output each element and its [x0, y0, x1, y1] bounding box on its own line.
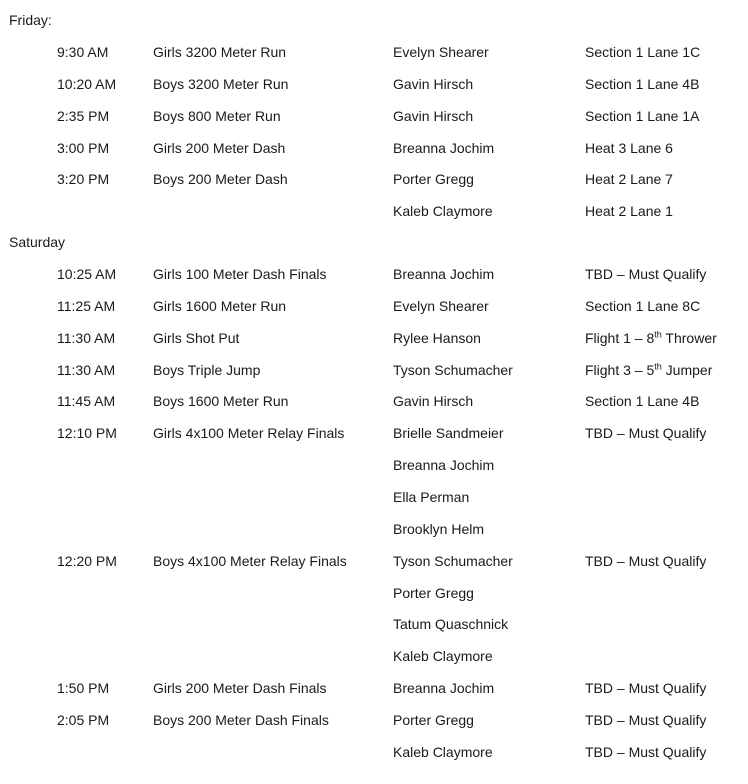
athlete-name: Porter Gregg — [393, 711, 474, 728]
placement — [585, 330, 717, 346]
placement-text: Section 1 Lane 1C — [585, 44, 701, 60]
event-time: 10:25 AM — [57, 266, 117, 282]
placement — [585, 298, 700, 314]
athlete-name: Porter Gregg — [393, 584, 474, 601]
athlete-name: Breanna Jochim — [393, 680, 495, 697]
placement-text: Section 1 Lane 1A — [585, 107, 700, 124]
schedule-row — [0, 744, 748, 766]
event-time: 1:50 PM — [57, 680, 110, 697]
ordinal-suffix: th — [654, 329, 662, 340]
schedule-row — [0, 425, 748, 447]
event-time: 11:25 AM — [57, 297, 116, 314]
placement-text: Section 1 Lane 4B — [585, 393, 700, 410]
event-name: Girls 200 Meter Dash Finals — [153, 680, 327, 697]
event-time: 2:35 PM — [57, 107, 110, 124]
placement — [585, 553, 706, 569]
event-name: Boys 3200 Meter Run — [153, 75, 289, 92]
event-name: Boys 200 Meter Dash Finals — [153, 711, 329, 728]
placement-role: Jumper — [661, 361, 713, 378]
placement — [585, 680, 706, 696]
placement — [585, 76, 699, 92]
placement-text: Flight 3 – 5 — [585, 361, 655, 378]
placement-text: Section 1 Lane 4B — [585, 75, 700, 92]
schedule-row — [0, 521, 748, 543]
schedule-row — [0, 140, 748, 162]
event-name: Girls 1600 Meter Run — [153, 297, 287, 314]
placement — [585, 425, 706, 441]
placement-text: TBD – Must Qualify — [585, 552, 707, 569]
placement — [585, 140, 673, 156]
event-time: 11:30 AM — [57, 361, 116, 378]
event-name: Boys 4x100 Meter Relay Finals — [153, 552, 347, 569]
placement — [585, 362, 712, 378]
placement — [585, 744, 706, 760]
athlete-name: Kaleb Claymore — [393, 743, 493, 760]
athlete-name: Gavin Hirsch — [393, 75, 474, 92]
event-time: 3:20 PM — [57, 171, 110, 188]
athlete-name: Kaleb Claymore — [393, 203, 493, 220]
placement-text: Heat 3 Lane 6 — [585, 139, 673, 156]
day-heading-saturday: Saturday — [9, 234, 66, 250]
athlete-name: Kaleb Claymore — [393, 648, 493, 665]
athlete-name: Tyson Schumacher — [393, 552, 513, 569]
event-name: Boys Triple Jump — [153, 361, 261, 378]
athlete-name: Breanna Jochim — [393, 457, 495, 474]
event-name: Girls Shot Put — [153, 329, 240, 346]
placement-text: Heat 2 Lane 1 — [585, 203, 673, 220]
event-time: 12:20 PM — [57, 552, 117, 569]
schedule-row — [0, 76, 748, 98]
athlete-name: Brooklyn Helm — [393, 520, 485, 537]
event-name: Girls 3200 Meter Run — [153, 44, 287, 60]
athlete-name: Breanna Jochim — [393, 139, 495, 156]
athlete-name: Ella Perman — [393, 488, 470, 505]
schedule-row — [0, 203, 748, 225]
event-time: 9:30 AM — [57, 44, 109, 60]
placement-text: TBD – Must Qualify — [585, 743, 707, 760]
placement — [585, 712, 706, 728]
placement-text: Heat 2 Lane 7 — [585, 171, 673, 188]
schedule-row — [0, 489, 748, 511]
schedule-row — [0, 266, 748, 288]
schedule-row — [0, 393, 748, 415]
athlete-name: Evelyn Shearer — [393, 297, 489, 314]
schedule-row — [0, 648, 748, 670]
schedule-row — [0, 585, 748, 607]
schedule-row — [0, 330, 748, 352]
athlete-name: Brielle Sandmeier — [393, 425, 504, 442]
schedule-row — [0, 616, 748, 638]
event-name: Girls 100 Meter Dash Finals — [153, 266, 327, 282]
event-time: 2:05 PM — [57, 711, 110, 728]
athlete-name: Gavin Hirsch — [393, 393, 474, 410]
placement-text: Flight 1 – 8 — [585, 329, 655, 346]
placement — [585, 393, 699, 409]
placement — [585, 108, 699, 124]
event-name: Boys 1600 Meter Run — [153, 393, 289, 410]
event-name: Girls 4x100 Meter Relay Finals — [153, 425, 345, 442]
schedule-row — [0, 457, 748, 479]
athlete-name: Tyson Schumacher — [393, 361, 513, 378]
event-name: Boys 200 Meter Dash — [153, 171, 288, 188]
athlete-name: Evelyn Shearer — [393, 44, 489, 60]
athlete-name: Rylee Hanson — [393, 329, 481, 346]
event-name: Boys 800 Meter Run — [153, 107, 281, 124]
schedule-row — [0, 680, 748, 702]
placement — [585, 203, 673, 219]
event-time: 11:30 AM — [57, 329, 116, 346]
placement — [585, 266, 706, 282]
schedule-row — [0, 108, 748, 130]
athlete-name: Tatum Quaschnick — [393, 616, 509, 633]
placement-role: Thrower — [661, 329, 717, 346]
placement-text: Section 1 Lane 8C — [585, 297, 701, 314]
day-heading-friday: Friday: — [9, 12, 52, 28]
schedule-row — [0, 553, 748, 575]
placement-text: TBD – Must Qualify — [585, 711, 707, 728]
ordinal-suffix: th — [654, 360, 662, 371]
placement-text: TBD – Must Qualify — [585, 425, 707, 442]
schedule-row — [0, 44, 748, 66]
schedule-row — [0, 298, 748, 320]
placement-text: TBD – Must Qualify — [585, 680, 707, 697]
athlete-name: Porter Gregg — [393, 171, 474, 188]
placement-text: TBD – Must Qualify — [585, 266, 707, 282]
schedule-row — [0, 362, 748, 384]
athlete-name: Breanna Jochim — [393, 266, 495, 282]
event-time: 10:20 AM — [57, 75, 117, 92]
event-time: 12:10 PM — [57, 425, 117, 442]
event-time: 11:45 AM — [57, 393, 116, 410]
schedule-row — [0, 712, 748, 734]
athlete-name: Gavin Hirsch — [393, 107, 474, 124]
event-time: 3:00 PM — [57, 139, 110, 156]
schedule-row — [0, 171, 748, 193]
placement — [585, 44, 700, 60]
placement — [585, 171, 673, 187]
event-name: Girls 200 Meter Dash — [153, 139, 286, 156]
